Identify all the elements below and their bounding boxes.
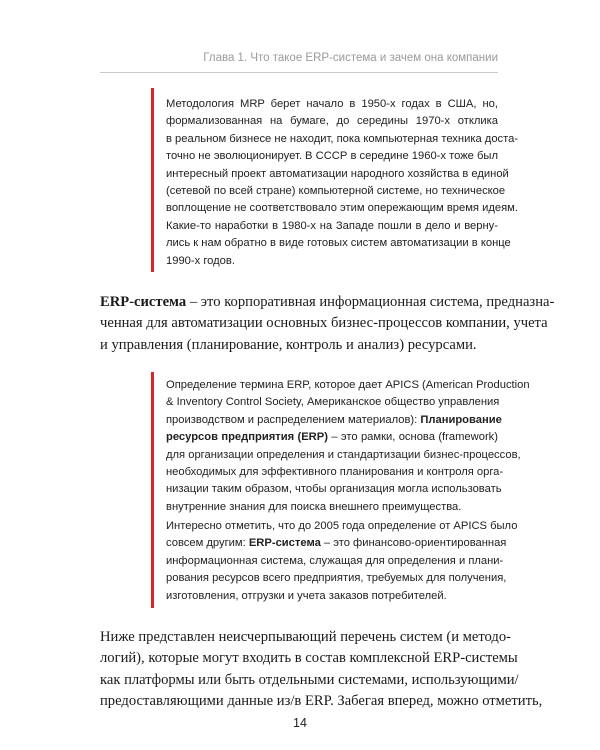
- note-line: для организации определения и стандартизации бизнес-процессов,: [166, 448, 521, 461]
- note-line: (сетевой по всей стране) компьютерной системе, но техническое: [166, 185, 506, 198]
- note-line: лись к нам обратно в виде готовых систем автоматизации в конце: [166, 237, 511, 250]
- note-bold-term: Планирование: [420, 413, 502, 426]
- note-line: информационная система, служащая для определения и плани-: [166, 554, 504, 567]
- definition-text: – это корпоративная информационная система, предназна-: [186, 294, 555, 310]
- body-line: как платформы или быть отдельными системами, использующими/: [100, 671, 519, 688]
- note-line: формализованная на бумаге, до середины 1970-х отклика: [166, 115, 498, 128]
- note-mrp-history: [166, 96, 519, 270]
- note-line: рования ресурсов всего предприятия, требуемых для получения,: [166, 572, 507, 585]
- note-line: внутренние знания для поиска внешнего преимущества.: [166, 500, 462, 513]
- note-line: изготовления, отгрузки и учета заказов потребителей.: [166, 589, 447, 602]
- note-text: совсем другим:: [166, 537, 249, 550]
- note-accent-bar: [151, 88, 154, 272]
- note-line: & Inventory Control Society, Американское общество управления: [166, 396, 500, 409]
- note-line: Определение термина ERP, которое дает APICS (American Production: [166, 379, 530, 391]
- systems-list-intro-paragraph: [100, 627, 543, 713]
- page-number: 14: [293, 716, 307, 730]
- note-line: [166, 429, 498, 446]
- note-line: низации таким образом, чтобы организация могла использовать: [166, 483, 502, 496]
- note-text: производством и распределением материалов):: [166, 413, 421, 426]
- header-rule: [100, 72, 498, 73]
- note-line: Какие-то наработки в 1980-х на Западе пошли в дело и верну-: [166, 219, 498, 232]
- running-header: Глава 1. Что такое ERP-система и зачем она компании: [203, 52, 498, 64]
- note-bold-term: ERP-система: [248, 537, 321, 550]
- note-text: – это рамки, основа (framework): [327, 431, 498, 444]
- note-line: интересный проект автоматизации народного хозяйства в единой: [166, 167, 509, 180]
- note-apics-old-definition: [166, 518, 518, 605]
- note-apics-definition: [166, 377, 530, 516]
- note-line: 1990-х годов.: [166, 254, 235, 267]
- body-line: логий), которые могут входить в состав комплексной ERP-системы: [100, 650, 518, 667]
- note-bold-term: ресурсов предприятия (ERP): [166, 431, 328, 444]
- definition-line: [100, 292, 555, 313]
- definition-line: ченная для автоматизации основных бизнес-процессов компании, учета: [100, 315, 548, 332]
- note-line: воплощение не соответствовало этим опережающим время идеям.: [166, 202, 518, 215]
- note-line: [166, 412, 502, 429]
- note-line: в реальном бизнесе не находит, пока компьютерная техника доста-: [166, 132, 519, 145]
- note-line: Методология MRP берет начало в 1950-х годах в США, но,: [166, 98, 498, 110]
- note-line: Интересно отметить, что до 2005 года определение от APICS было: [166, 520, 518, 532]
- note-line: точно не эволюционирует. В СССР в середине 1960-х тоже был: [166, 150, 498, 163]
- note-accent-bar: [151, 372, 154, 608]
- note-line: необходимых для эффективного планирования и контроля орга-: [166, 466, 504, 479]
- definition-line: и управления (планирование, контроль и анализ) ресурсами.: [100, 336, 477, 353]
- note-line: [166, 535, 507, 552]
- definition-term: ERP-система: [100, 294, 187, 310]
- body-line: Ниже представлен неисчерпывающий перечень систем (и методо-: [100, 629, 512, 645]
- body-line: предоставляющими данные из/в ERP. Забегая вперед, можно отметить,: [100, 693, 543, 710]
- erp-definition-paragraph: [100, 292, 555, 356]
- note-text: – это финансово-ориентированная: [320, 537, 507, 550]
